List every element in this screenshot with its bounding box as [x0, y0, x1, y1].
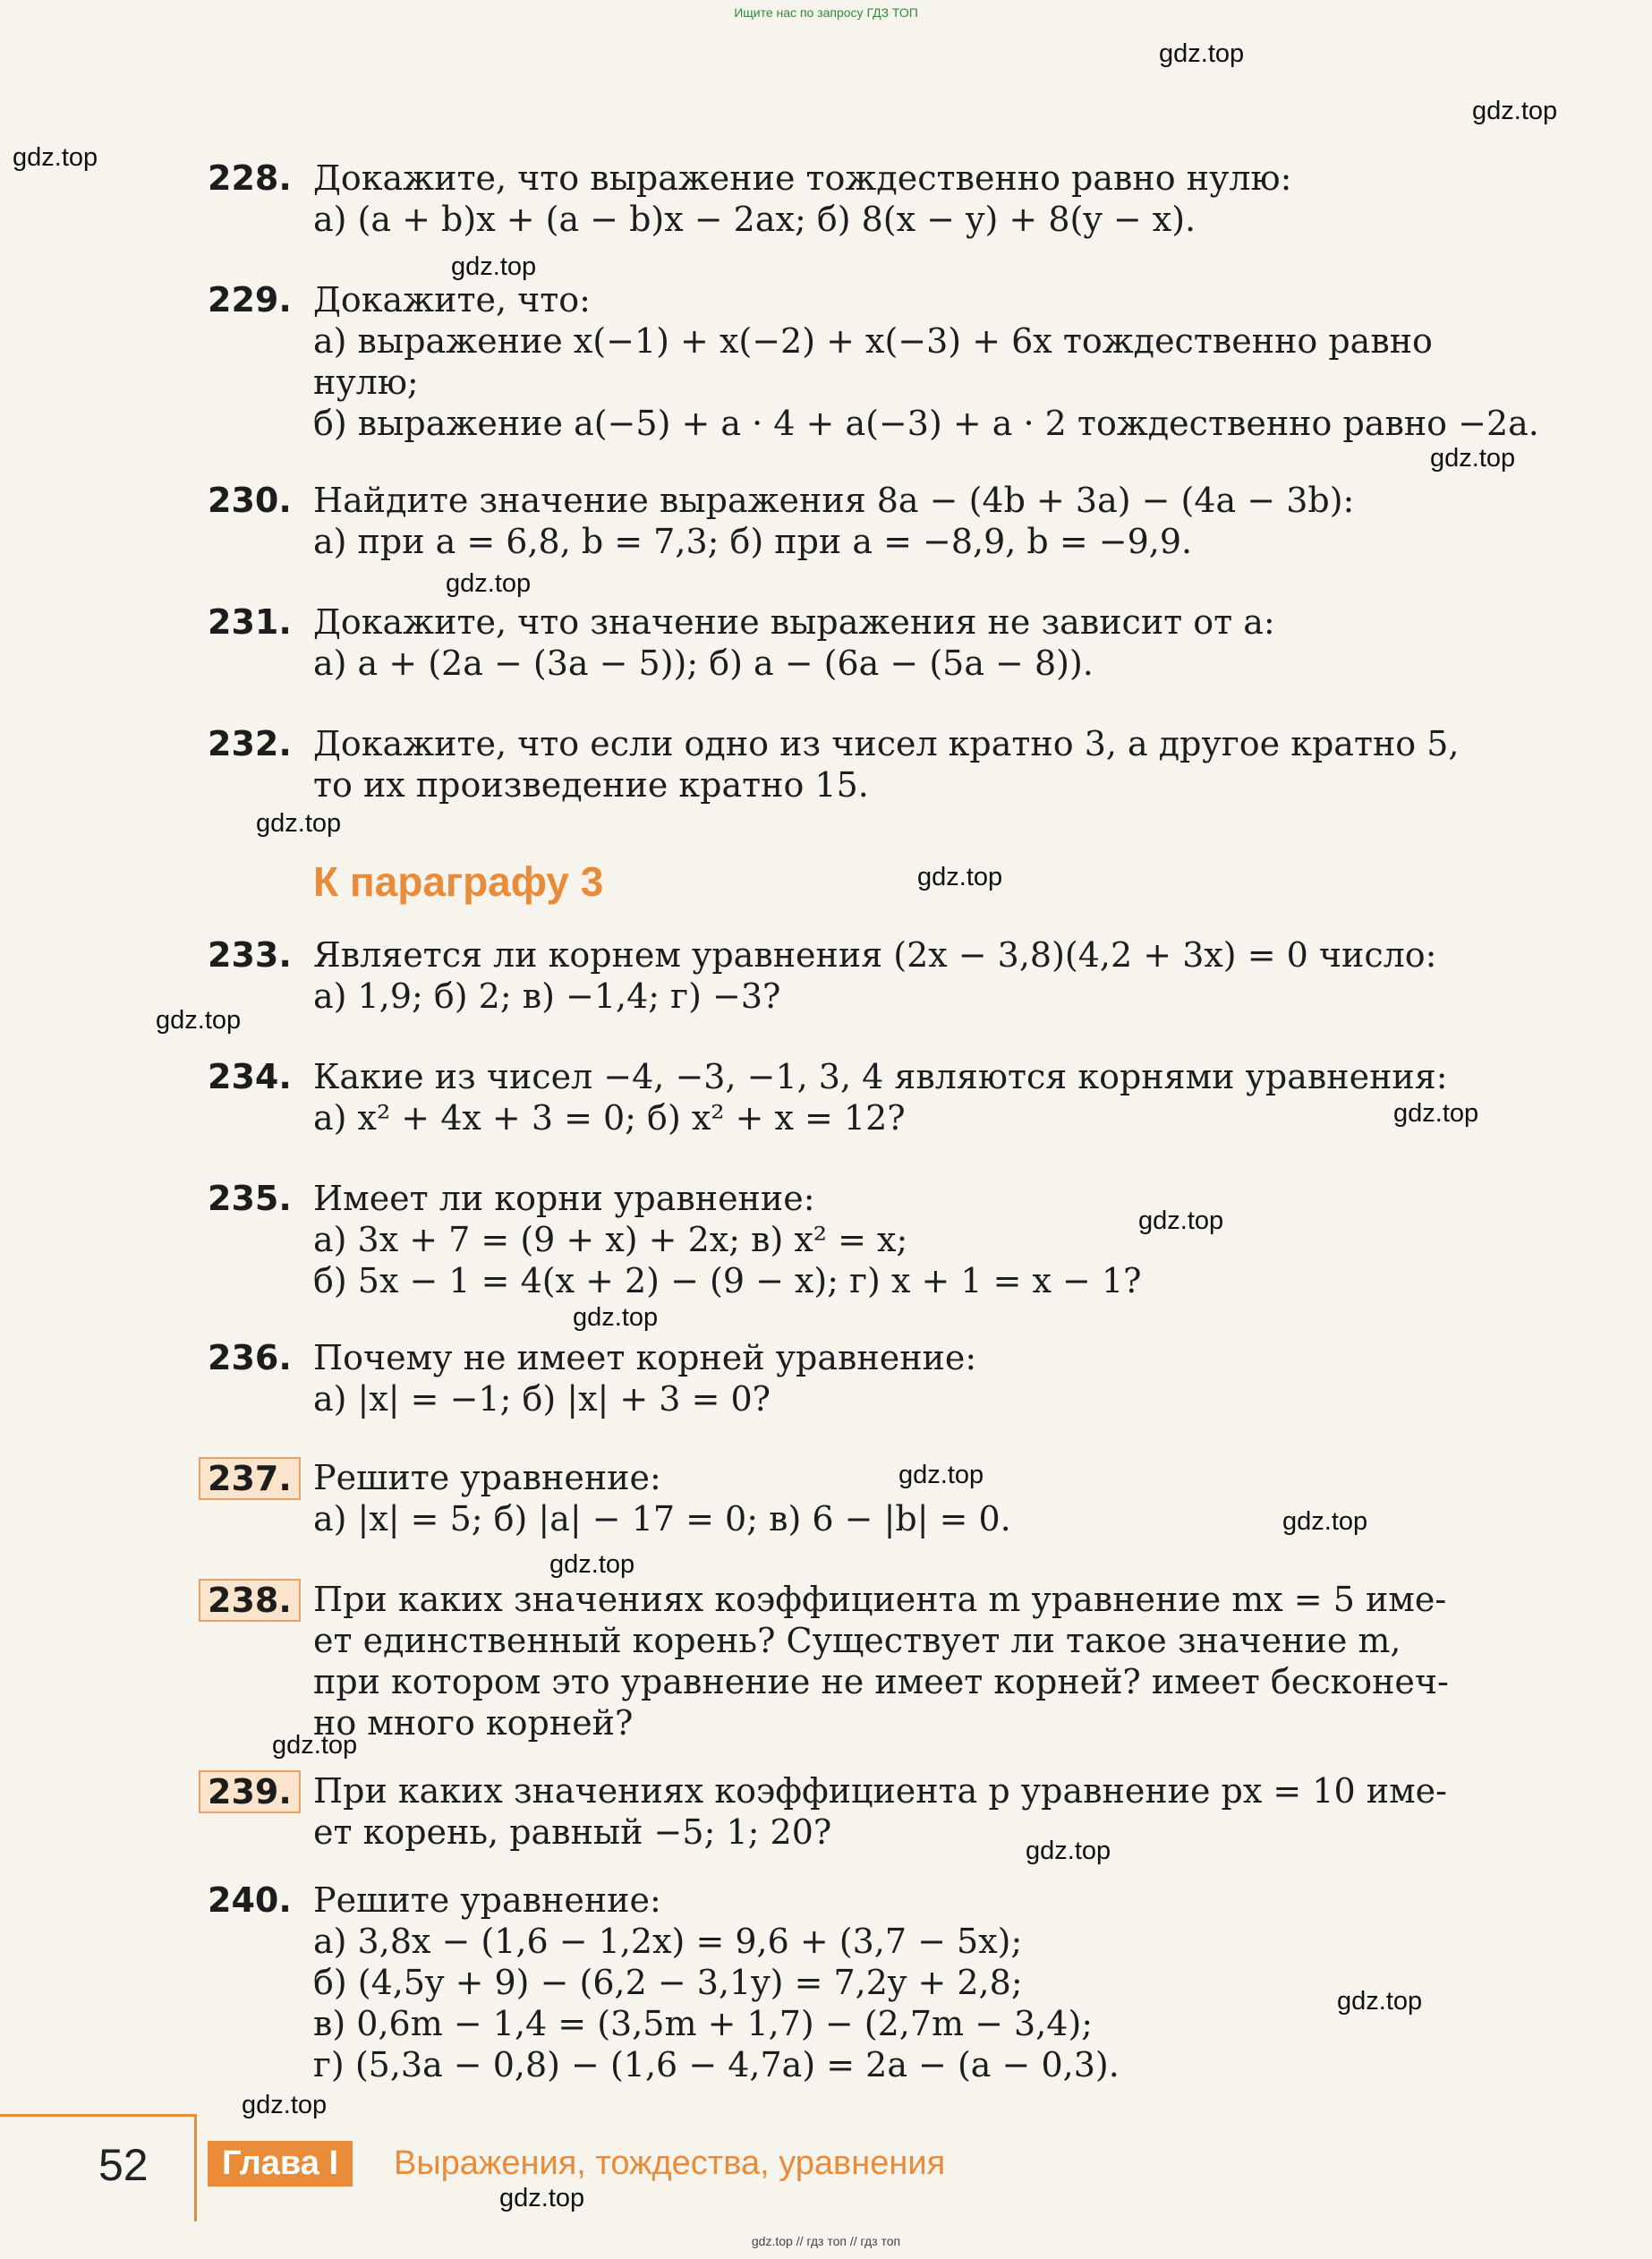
problem-text: Какие из чисел −4, −3, −1, 3, 4 являются корнями уравнения:	[313, 1057, 1448, 1096]
problem-number: 231.	[208, 602, 292, 642]
problem-text: при котором это уравнение не имеет корней? имеет бесконеч-	[313, 1662, 1449, 1701]
watermark: gdz.top	[1472, 97, 1558, 125]
watermark: gdz.top	[1337, 1987, 1423, 2016]
problem-text: а) (a + b)x + (a − b)x − 2ax; б) 8(x − y) + 8(y − x).	[313, 200, 1196, 239]
watermark: gdz.top	[1026, 1837, 1111, 1865]
chapter-label: Глава I	[208, 2141, 353, 2187]
problem-text: При каких значениях коэффициента p уравнение px = 10 име-	[313, 1771, 1447, 1811]
watermark: gdz.top	[13, 143, 98, 172]
problem-number-boxed: 239.	[199, 1770, 301, 1813]
problem-text: Докажите, что значение выражения не зависит от a:	[313, 602, 1275, 642]
problem-text: в) 0,6m − 1,4 = (3,5m + 1,7) − (2,7m − 3,4);	[313, 2004, 1094, 2043]
problem-number: 234.	[208, 1057, 292, 1096]
problem-number-boxed: 238.	[199, 1579, 301, 1622]
problem-number: 235.	[208, 1179, 292, 1218]
problem-text: а) a + (2a − (3a − 5)); б) a − (6a − (5a − 8)).	[313, 644, 1094, 683]
problem-text: а) 1,9; б) 2; в) −1,4; г) −3?	[313, 976, 781, 1016]
problem-text: но много корней?	[313, 1703, 634, 1743]
problem-text: Докажите, что:	[313, 280, 591, 320]
watermark: gdz.top	[1138, 1206, 1224, 1235]
problem-number: 230.	[208, 481, 292, 520]
page-number: 52	[98, 2140, 149, 2190]
problem-text: При каких значениях коэффициента m уравнение mx = 5 име-	[313, 1580, 1447, 1619]
problem-text: а) |x| = 5; б) |a| − 17 = 0; в) 6 − |b| = 0.	[313, 1499, 1011, 1539]
problem-text: а) 3x + 7 = (9 + x) + 2x; в) x² = x;	[313, 1220, 908, 1259]
problem-text: Найдите значение выражения 8a − (4b + 3a) − (4a − 3b):	[313, 481, 1355, 520]
watermark: gdz.top	[573, 1303, 659, 1332]
problem-text: Докажите, что выражение тождественно равно нулю:	[313, 158, 1292, 198]
watermark: gdz.top	[446, 569, 532, 598]
problem-text: а) при a = 6,8, b = 7,3; б) при a = −8,9, b = −9,9.	[313, 522, 1193, 561]
chapter-title: Выражения, тождества, уравнения	[394, 2144, 946, 2182]
watermark: gdz.top	[1393, 1099, 1479, 1128]
watermark: gdz.top	[272, 1731, 358, 1760]
problem-text: Является ли корнем уравнения (2x − 3,8)(4,2 + 3x) = 0 число:	[313, 935, 1437, 975]
watermark: gdz.top	[917, 863, 1003, 891]
problem-text: Решите уравнение:	[313, 1458, 661, 1497]
watermark: gdz.top	[256, 809, 342, 838]
watermark: gdz.top	[1282, 1507, 1368, 1536]
problem-text: а) x² + 4x + 3 = 0; б) x² + x = 12?	[313, 1098, 906, 1138]
problem-text: а) |x| = −1; б) |x| + 3 = 0?	[313, 1379, 771, 1419]
problem-text: б) выражение a(−5) + a · 4 + a(−3) + a · 2 тождественно равно −2a.	[313, 404, 1539, 443]
watermark: gdz.top	[242, 2091, 328, 2119]
problem-number: 229.	[208, 280, 292, 320]
watermark: gdz.top	[549, 1550, 635, 1579]
problem-number-boxed: 237.	[199, 1457, 301, 1500]
problem-text: а) выражение x(−1) + x(−2) + x(−3) + 6x тождественно равно	[313, 321, 1433, 361]
problem-text: Решите уравнение:	[313, 1880, 661, 1920]
bottom-footer-text: gdz.top // гдз топ // гдз топ	[751, 2234, 901, 2248]
problem-text: б) (4,5y + 9) − (6,2 − 3,1y) = 7,2y + 2,8;	[313, 1963, 1023, 2002]
problem-text: а) 3,8x − (1,6 − 1,2x) = 9,6 + (3,7 − 5x);	[313, 1922, 1023, 1961]
problem-number: 240.	[208, 1880, 292, 1920]
problem-text: то их произведение кратно 15.	[313, 765, 869, 805]
watermark: gdz.top	[898, 1461, 984, 1489]
watermark: gdz.top	[499, 2184, 585, 2212]
watermark: gdz.top	[1430, 444, 1516, 473]
problem-text: б) 5x − 1 = 4(x + 2) − (9 − x); г) x + 1 = x − 1?	[313, 1261, 1142, 1300]
problem-text: Имеет ли корни уравнение:	[313, 1179, 815, 1218]
problem-number: 232.	[208, 724, 292, 763]
problem-text: ет корень, равный −5; 1; 20?	[313, 1812, 832, 1852]
top-banner: Ищите нас по запросу ГДЗ ТОП	[734, 5, 918, 20]
problem-text: Почему не имеет корней уравнение:	[313, 1338, 977, 1377]
watermark: gdz.top	[451, 252, 537, 281]
problem-text: Докажите, что если одно из чисел кратно 3, а другое кратно 5,	[313, 724, 1460, 763]
section-title: К параграфу 3	[313, 858, 604, 905]
problem-text: ет единственный корень? Существует ли такое значение m,	[313, 1621, 1401, 1660]
problem-number: 236.	[208, 1338, 292, 1377]
watermark: gdz.top	[156, 1006, 242, 1035]
problem-text: г) (5,3a − 0,8) − (1,6 − 4,7a) = 2a − (a − 0,3).	[313, 2045, 1120, 2084]
watermark: gdz.top	[1159, 39, 1245, 68]
problem-number: 233.	[208, 935, 292, 975]
problem-number: 228.	[208, 158, 292, 198]
problem-text: нулю;	[313, 362, 419, 402]
